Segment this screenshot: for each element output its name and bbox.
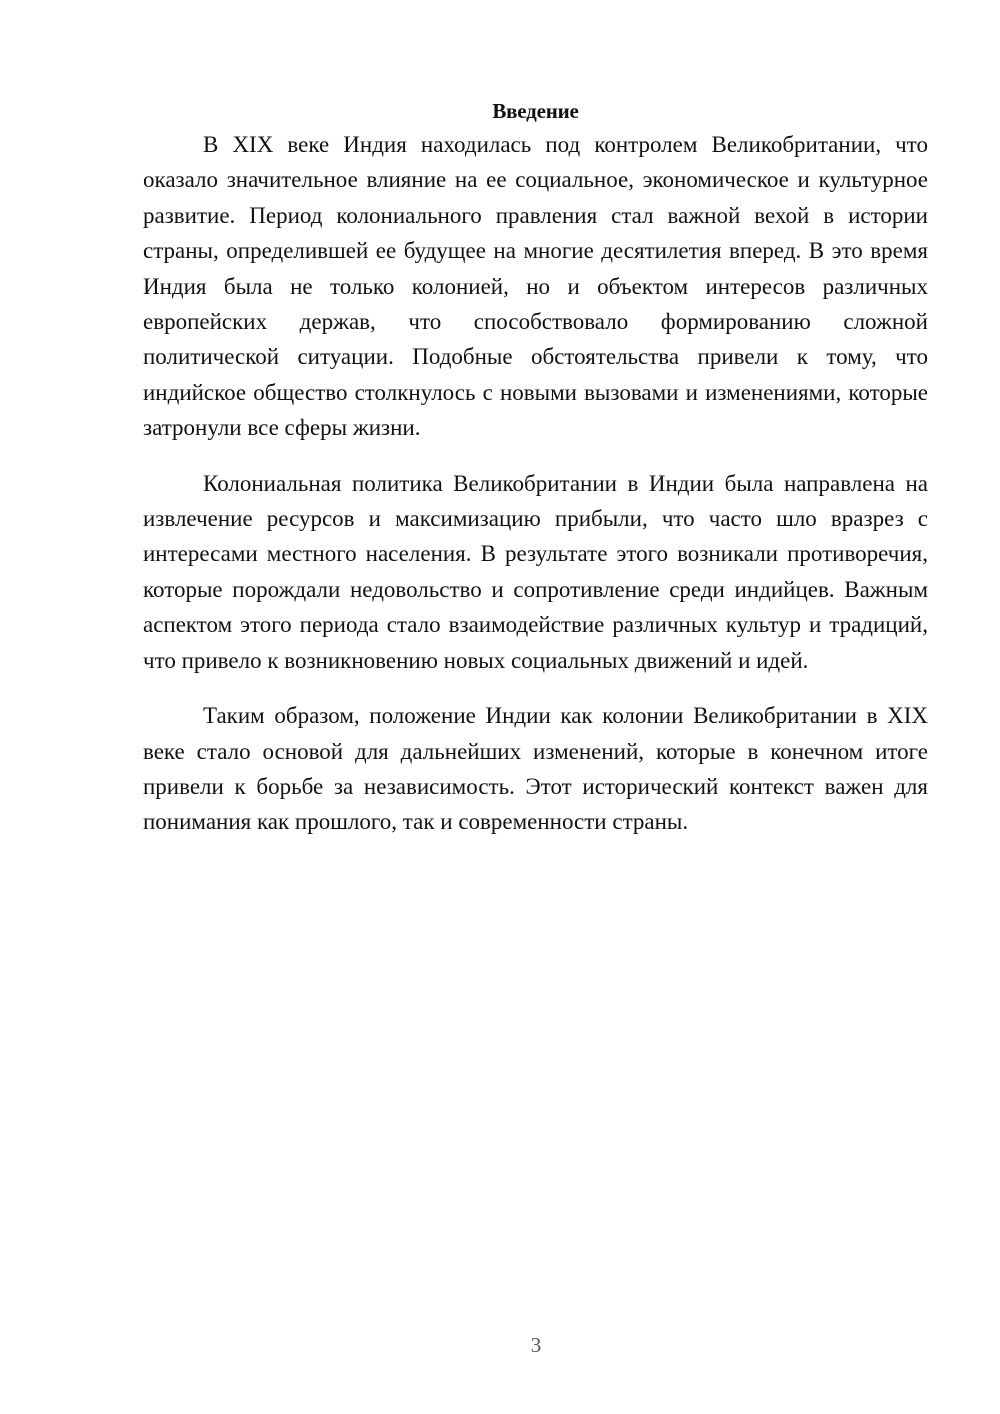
page-number: 3 xyxy=(530,1333,542,1357)
section-title: Введение xyxy=(492,99,579,123)
paragraph-3: Таким образом, положение Индии как колонии Великобритании в XIX веке стало основой для дальнейших изменений, которые в конечном итоге привели к борьбе за независимость. Этот исторический контекст важен для понимания как прошлого, так и современности страны. xyxy=(143,703,928,835)
paragraph-2: Колониальная политика Великобритании в Индии была направлена на извлечение ресурсов и максимизацию прибыли, что часто шло вразрез с интересами местного населения. В результате этого возникали противоречия, которые порождали недовольство и сопротивление среди индийцев. Важным аспектом этого периода стало взаимодействие различных культур и традиций, что привело к возникновению новых социальных движений и идей. xyxy=(143,470,928,673)
page-content xyxy=(143,96,928,840)
paragraph-1: В XIX веке Индия находилась под контролем Великобритании, что оказало значительное влияние на ее социальное, экономическое и культурное развитие. Период колониального правления стал важной вехой в истории страны, определившей ее будущее на многие десятилетия вперед. В это время Индия была не только колонией, но и объектом интересов различных европейских держав, что способствовало формированию сложной политической ситуации. Подобные обстоятельства привели к тому, что индийское общество столкнулось с новыми вызовами и изменениями, которые затронули все сферы жизни. xyxy=(143,132,928,441)
